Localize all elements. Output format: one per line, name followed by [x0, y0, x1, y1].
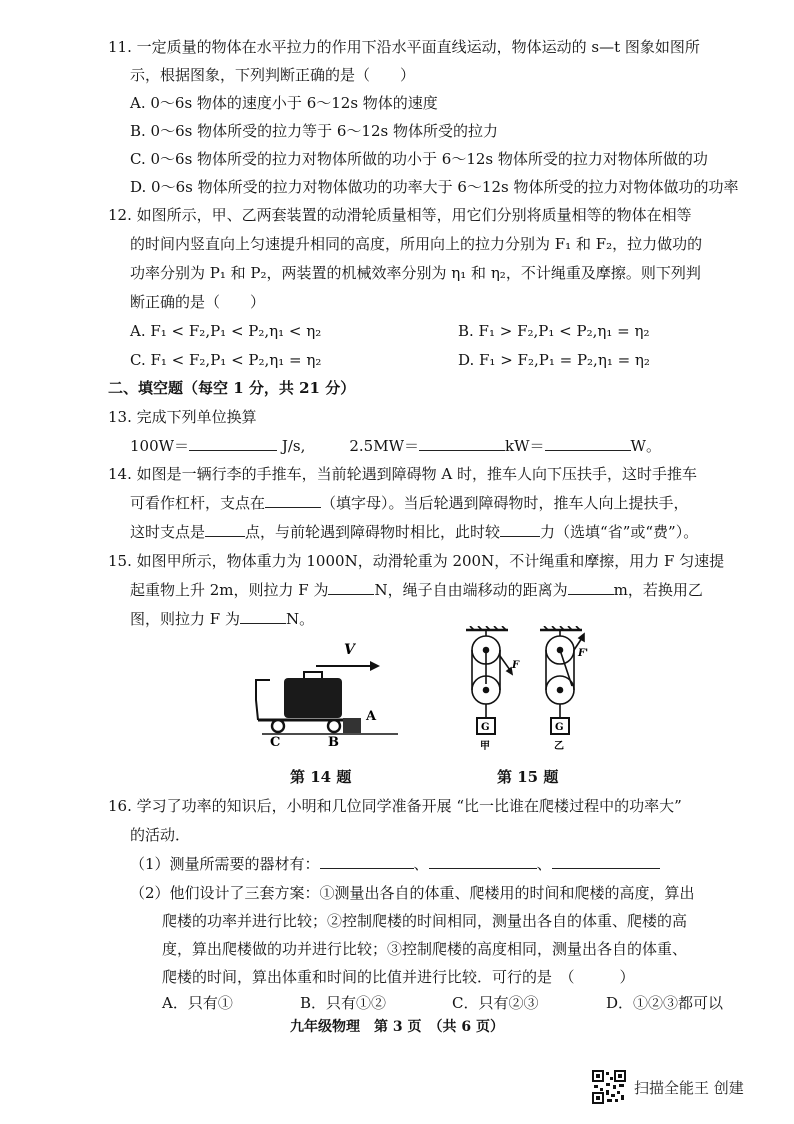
label-yi: 乙: [554, 741, 564, 752]
section-title-fill-blank: 二、填空题（每空 1 分，共 21 分）: [108, 379, 356, 397]
figure-14-luggage-cart: [248, 638, 404, 748]
q16-sep-1: 、: [413, 855, 429, 873]
q16-blank-2[interactable]: [429, 854, 537, 869]
q14-text-1: 可看作杠杆，支点在: [130, 494, 266, 512]
q15-line1: 15. 如图甲所示，物体重力为 1000N，动滑轮重为 200N，不计绳重和摩擦，用力 F 匀速提: [108, 552, 725, 570]
label-v: V: [344, 642, 355, 658]
q13-blank-2[interactable]: [419, 436, 505, 451]
rope-free-end-jia: [500, 656, 510, 670]
q16-blank-3[interactable]: [552, 854, 660, 869]
q14-line2: [130, 492, 689, 514]
q14-blank-3[interactable]: [500, 522, 540, 537]
q15-text-3: m，若换用乙: [613, 581, 703, 599]
label-f-prime: F': [578, 648, 589, 659]
q15-line2: [130, 579, 703, 601]
q13-text-4: kW＝: [505, 437, 545, 455]
q15-line3: [130, 608, 314, 630]
q15-text-4: 图，则拉力 F 为: [130, 610, 240, 628]
q12-line4: 断正确的是（ ）: [130, 293, 266, 311]
figure-15-pulleys: [460, 626, 590, 754]
q16-part1-text: （1）测量所需要的器材有：: [130, 855, 320, 873]
q13-blank-1[interactable]: [189, 436, 277, 451]
q13-text-1: 100W＝: [130, 437, 190, 455]
q15-text-1: 起重物上升 2m，则拉力 F 为: [130, 581, 329, 599]
q15-text-2: N，绳子自由端移动的距离为: [374, 581, 568, 599]
q11-option-c: C. 0～6s 物体所受的拉力对物体所做的功小于 6～12s 物体所受的拉力对物体所做的功: [130, 150, 708, 168]
q13-blank-3[interactable]: [545, 436, 631, 451]
q12-option-b: B. F₁ > F₂,P₁ < P₂,η₁ = η₂: [458, 322, 650, 340]
q12-option-a: A. F₁ < F₂,P₁ < P₂,η₁ < η₂: [130, 322, 322, 340]
page-footer: 九年级物理 第 3 页 （共 6 页）: [290, 1019, 504, 1035]
q16-part2-line3: 度，算出爬楼做的功并进行比较；③控制爬楼的高度相同，测量出各自的体重、: [162, 940, 688, 958]
scanner-watermark-text: 扫描全能王 创建: [634, 1078, 744, 1097]
q16-part2-line2: 爬楼的功率并进行比较；②控制爬楼的时间相同，测量出各自的体重、爬楼的高: [162, 912, 688, 930]
label-jia: 甲: [480, 741, 490, 752]
q13-text-5: W。: [630, 437, 661, 455]
q14-blank-1[interactable]: [265, 493, 321, 508]
qr-code-icon: [592, 1070, 626, 1104]
q11-line2: 示，根据图象，下列判断正确的是（ ）: [130, 66, 416, 84]
q14-text-2: （填字母）。当后轮遇到障碍物时，推车人向上提扶手，: [321, 494, 689, 512]
obstacle-a: [343, 718, 361, 733]
q13-text-3: 2.5MW＝: [349, 437, 420, 455]
label-g-jia: G: [481, 722, 490, 733]
q11-option-b: B. 0～6s 物体所受的拉力等于 6～12s 物体所受的拉力: [130, 122, 498, 140]
q15-blank-3[interactable]: [240, 609, 286, 624]
label-g-yi: G: [555, 722, 564, 733]
q12-option-d: D. F₁ > F₂,P₁ = P₂,η₁ = η₂: [458, 351, 650, 369]
luggage: [284, 678, 342, 718]
label-a: A: [366, 709, 377, 724]
q16-line2: 的活动．: [130, 826, 191, 844]
q13-line1: 13. 完成下列单位换算: [108, 408, 257, 426]
q14-line1: 14. 如图是一辆行李的手推车，当前轮遇到障碍物 A 时，推车人向下压扶手，这时手推车: [108, 465, 697, 483]
q13-text-2: J/s,: [277, 437, 306, 455]
q16-part2-line4: 爬楼的时间，算出体重和时间的比值并进行比较．可行的是 （ ）: [162, 968, 635, 986]
luggage-handle: [304, 672, 322, 678]
q16-blank-1[interactable]: [320, 854, 414, 869]
q16-option-c: C．只有②③: [452, 994, 539, 1012]
q14-text-5: 力（选填“省”或“费”）。: [540, 523, 699, 541]
label-c: C: [270, 735, 281, 748]
q16-option-d: D．①②③都可以: [606, 994, 724, 1012]
q15-blank-1[interactable]: [328, 580, 374, 595]
wheel-c: [272, 720, 284, 732]
q11-option-a: A. 0～6s 物体的速度小于 6～12s 物体的速度: [130, 94, 438, 112]
figure-15-caption: 第 15 题: [497, 768, 559, 786]
q11-line1: 11. 一定质量的物体在水平拉力的作用下沿水平面直线运动，物体运动的 s—t 图象如图所: [108, 38, 700, 56]
q14-line3: [130, 521, 698, 543]
figure-14-caption: 第 14 题: [290, 768, 352, 786]
q14-text-3: 这时支点是: [130, 523, 206, 541]
q12-line1: 12. 如图所示，甲、乙两套装置的动滑轮质量相等，用它们分别将质量相等的物体在相等: [108, 206, 692, 224]
q14-text-4: 点，与前轮遇到障碍物时相比，此时较: [245, 523, 501, 541]
q13-line2: [130, 435, 661, 457]
q11-option-d: D. 0～6s 物体所受的拉力对物体做功的功率大于 6～12s 物体所受的拉力对物体做功的功率: [130, 178, 739, 196]
wheel-b: [328, 720, 340, 732]
q12-line3: 功率分别为 P₁ 和 P₂，两装置的机械效率分别为 η₁ 和 η₂，不计绳重及摩擦。则下列判: [130, 264, 701, 282]
q16-line1: 16. 学习了功率的知识后，小明和几位同学准备开展 “比一比谁在爬楼过程中的功率大”: [108, 797, 682, 815]
scanner-watermark: [592, 1070, 744, 1104]
q15-text-5: N。: [285, 610, 315, 628]
q16-part2-line1: （2）他们设计了三套方案：①测量出各自的体重、爬楼用的时间和爬楼的高度，算出: [130, 884, 695, 902]
q16-option-b: B．只有①②: [300, 994, 387, 1012]
cart-handle: [256, 680, 270, 720]
q16-option-a: A．只有①: [162, 994, 233, 1012]
q12-line2: 的时间内竖直向上匀速提升相同的高度，所用向上的拉力分别为 F₁ 和 F₂，拉力做功的: [130, 235, 703, 253]
q12-option-c: C. F₁ < F₂,P₁ < P₂,η₁ = η₂: [130, 351, 322, 369]
label-f: F: [512, 660, 520, 671]
q15-blank-2[interactable]: [568, 580, 614, 595]
velocity-arrowhead: [370, 661, 380, 671]
q16-part1: [130, 853, 660, 875]
q14-blank-2[interactable]: [205, 522, 245, 537]
q16-sep-2: 、: [536, 855, 552, 873]
label-b: B: [328, 735, 339, 748]
